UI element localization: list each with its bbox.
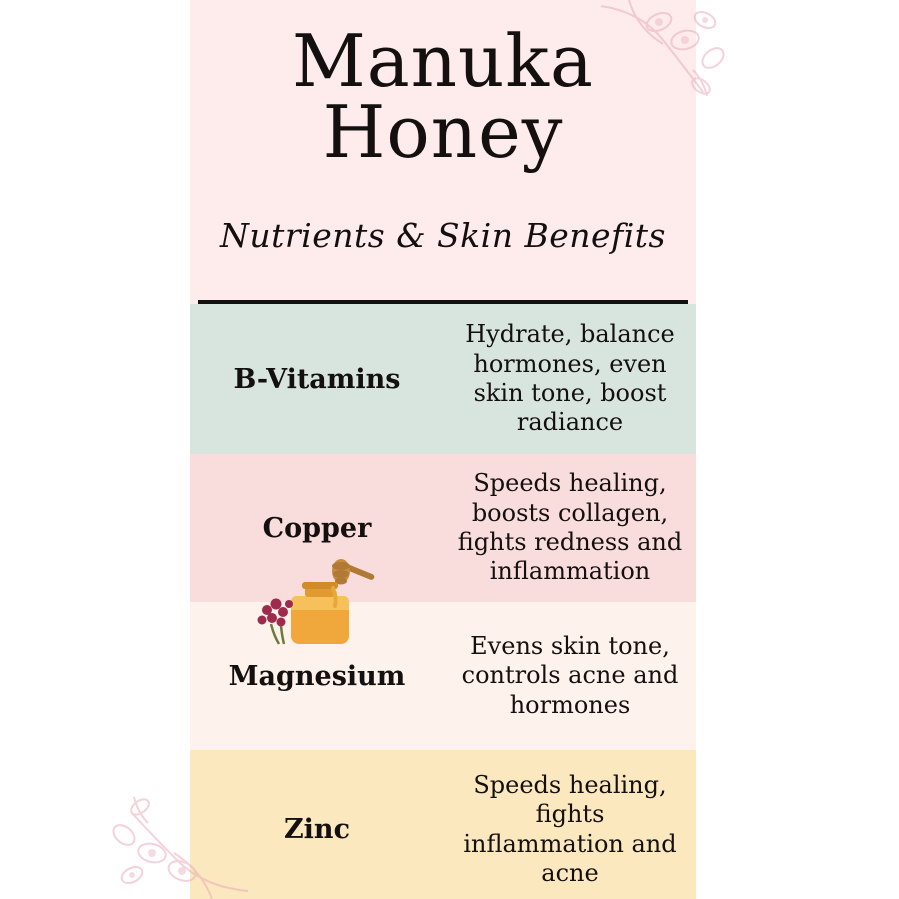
floral-flourish-icon <box>601 0 731 110</box>
nutrient-benefit: Speeds healing, fights inflammation and acne <box>463 770 677 887</box>
infographic-card <box>190 0 696 899</box>
floral-flourish-icon <box>108 779 248 899</box>
table-row <box>190 304 696 454</box>
nutrient-name: Copper <box>262 512 372 544</box>
nutrient-benefit: Speeds healing, boosts collagen, fights redness and inflammation <box>457 469 683 586</box>
nutrient-name: B-Vitamins <box>233 363 401 395</box>
table-row <box>190 602 696 750</box>
nutrient-benefit: Hydrate, balance hormones, even skin tone, boost radiance <box>465 320 675 437</box>
title-line-2: Honey <box>322 89 564 174</box>
table-row <box>190 454 696 602</box>
nutrient-benefit: Evens skin tone, controls acne and hormones <box>461 632 679 719</box>
table-row <box>190 750 696 899</box>
nutrient-name: Zinc <box>283 814 351 845</box>
page-subtitle: Nutrients & Skin Benefits <box>220 216 666 255</box>
nutrients-table <box>190 304 696 899</box>
title-line-1: Manuka <box>292 19 594 103</box>
nutrient-name: Magnesium <box>228 660 406 692</box>
